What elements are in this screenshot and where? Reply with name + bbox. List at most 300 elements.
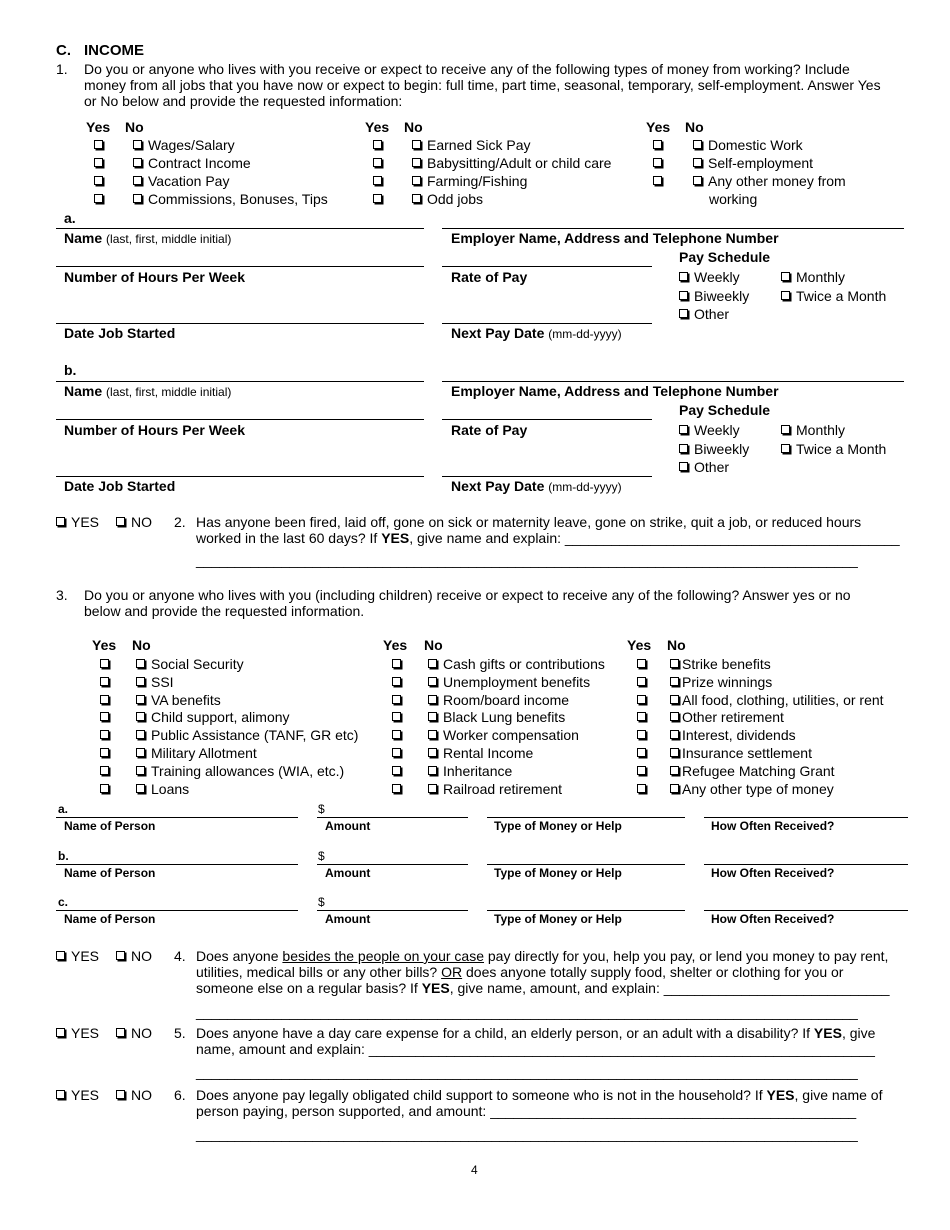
yes-checkbox[interactable]	[653, 137, 668, 153]
checkbox-icon	[100, 695, 109, 704]
rule	[56, 419, 424, 420]
next-pay-label: Next Pay Date	[451, 325, 545, 341]
q6-no-option[interactable]: NO	[116, 1087, 152, 1103]
pay-schedule-weekly[interactable]	[679, 422, 740, 438]
income-type-option[interactable]	[693, 155, 813, 171]
checkbox-icon	[136, 766, 145, 775]
checkbox-icon	[136, 659, 145, 668]
type-input-line[interactable]	[487, 910, 685, 911]
benefit-option[interactable]	[670, 763, 835, 779]
benefit-option[interactable]	[136, 709, 290, 725]
name-input-line[interactable]	[56, 864, 298, 865]
name-hint: (last, first, middle initial)	[106, 385, 232, 399]
no-header: No	[685, 119, 704, 135]
name-of-person-label: Name of Person	[64, 912, 156, 926]
benefit-option[interactable]	[136, 781, 189, 797]
benefit-option[interactable]	[428, 763, 512, 779]
benefit-label: Public Assistance (TANF, GR etc)	[151, 727, 359, 744]
income-type-label: Self-employment	[708, 155, 814, 171]
checkbox-icon	[637, 695, 646, 704]
row-letter: a.	[58, 802, 69, 816]
yes-checkbox[interactable]	[373, 137, 388, 153]
q5-number: 5.	[174, 1025, 186, 1041]
no-header: No	[404, 119, 423, 135]
row-letter: b.	[58, 849, 69, 863]
checkbox-icon	[679, 444, 688, 453]
type-input-line[interactable]	[487, 817, 685, 818]
checkbox-icon	[136, 695, 145, 704]
checkbox-icon	[637, 712, 646, 721]
next-pay-label: Next Pay Date	[451, 478, 545, 494]
benefit-label: Room/board income	[443, 691, 570, 708]
pay-schedule-option-label: Twice a Month	[796, 288, 887, 304]
income-type-option[interactable]	[709, 191, 757, 207]
how-often-label: How Often Received?	[711, 866, 835, 880]
yes-checkbox[interactable]	[94, 173, 109, 189]
yes-checkbox[interactable]	[392, 674, 407, 690]
pay-schedule-label: Pay Schedule	[679, 249, 771, 265]
checkbox-icon	[670, 748, 679, 757]
amount-input-line[interactable]	[317, 910, 468, 911]
income-type-option[interactable]	[693, 173, 846, 189]
q4-yes-option[interactable]: YES	[56, 948, 99, 964]
yes-checkbox[interactable]	[637, 674, 652, 690]
checkbox-icon	[100, 659, 109, 668]
income-type-label: working	[709, 191, 758, 207]
checkbox-icon	[653, 158, 662, 167]
yes-header: Yes	[646, 119, 671, 135]
date-started-field[interactable]: Date Job Started	[64, 478, 176, 494]
benefit-option[interactable]	[670, 656, 771, 672]
q2-yes-option[interactable]: YES	[56, 514, 99, 530]
checkbox-icon	[428, 695, 437, 704]
pay-schedule-twice-month[interactable]	[781, 288, 886, 304]
checkbox-icon	[670, 784, 679, 793]
checkbox-icon	[392, 712, 401, 721]
yes-checkbox[interactable]	[637, 692, 652, 708]
q1-number: 1.	[56, 61, 68, 77]
checkbox-icon	[116, 1090, 125, 1099]
checkbox-icon	[373, 140, 382, 149]
checkbox-icon	[100, 677, 109, 686]
yes-checkbox[interactable]	[637, 727, 652, 743]
pay-schedule-option-label: Biweekly	[694, 441, 750, 457]
q6-text-line2[interactable]: person paying, person supported, and amount: _______________________________________________	[196, 1103, 857, 1119]
benefit-label: Military Allotment	[151, 745, 257, 761]
income-type-option[interactable]	[412, 173, 527, 189]
how-often-input-line[interactable]	[704, 817, 908, 818]
checkbox-icon	[670, 659, 679, 668]
q6-yes-option[interactable]: YES	[56, 1087, 99, 1103]
benefit-label: Cash gifts or contributions	[443, 656, 605, 672]
q4-no-option[interactable]: NO	[116, 948, 152, 964]
name-field[interactable]	[64, 383, 231, 399]
pay-schedule-monthly[interactable]	[781, 269, 845, 285]
checkbox-icon	[94, 194, 103, 203]
checkbox-icon	[637, 784, 646, 793]
q4-text-line3[interactable]: someone else on a regular basis? If YES, give name, amount, and explain: _____________________________	[196, 980, 890, 996]
pay-schedule-option-label: Biweekly	[694, 288, 750, 304]
benefit-label: Inheritance	[443, 762, 513, 779]
no-header: No	[132, 637, 151, 653]
next-pay-date-field[interactable]	[451, 478, 622, 494]
income-type-option[interactable]	[133, 155, 251, 171]
checkbox-icon	[637, 659, 646, 668]
benefit-label: Worker compensation	[443, 727, 579, 744]
checkbox-icon	[412, 158, 421, 167]
checkbox-icon	[373, 158, 382, 167]
yes-header: Yes	[365, 119, 390, 135]
benefit-option[interactable]	[670, 674, 772, 690]
benefit-label: Strike benefits	[682, 656, 771, 672]
q6-number: 6.	[174, 1087, 186, 1103]
q2-answer-line[interactable]: _____________________________________________________________________________________	[196, 552, 858, 568]
amount-label: Amount	[325, 866, 371, 880]
name-label: Name	[64, 383, 103, 399]
rule	[442, 323, 652, 324]
yes-checkbox[interactable]	[100, 781, 115, 797]
yes-checkbox[interactable]	[373, 191, 388, 207]
q5-answer-line[interactable]: _____________________________________________________________________________________	[196, 1064, 858, 1080]
yes-checkbox[interactable]	[637, 656, 652, 672]
checkbox-icon	[428, 730, 437, 739]
pay-schedule-label: Pay Schedule	[679, 402, 771, 418]
benefit-label: Interest, dividends	[682, 727, 796, 744]
benefit-option[interactable]	[136, 674, 174, 690]
next-pay-hint: (mm-dd-yyyy)	[548, 327, 622, 341]
yes-checkbox[interactable]	[100, 745, 115, 761]
benefit-label: Child support, alimony	[151, 709, 290, 726]
employer-field[interactable]: Employer Name, Address and Telephone Number	[451, 383, 779, 399]
rule	[56, 228, 424, 229]
checkbox-icon	[392, 784, 401, 793]
name-of-person-label: Name of Person	[64, 866, 156, 880]
checkbox-icon	[693, 140, 702, 149]
q2-text-line2[interactable]: worked in the last 60 days? If YES, give name and explain: ___________________________________________	[196, 530, 900, 546]
yes-checkbox[interactable]	[100, 727, 115, 743]
no-header: No	[424, 637, 443, 653]
q5-text-line2[interactable]: name, amount and explain: _________________________________________________________________	[196, 1041, 875, 1057]
checkbox-icon	[412, 194, 421, 203]
checkbox-icon	[136, 712, 145, 721]
q4-answer-line[interactable]: _____________________________________________________________________________________	[196, 1004, 858, 1020]
how-often-label: How Often Received?	[711, 819, 835, 833]
q2-no-option[interactable]: NO	[116, 514, 152, 530]
benefit-label: VA benefits	[151, 691, 221, 708]
benefit-option[interactable]	[428, 692, 569, 708]
income-type-label: Any other money from	[708, 173, 846, 189]
checkbox-icon	[133, 194, 142, 203]
section-title: INCOME	[84, 42, 144, 59]
job-letter: a.	[64, 210, 76, 226]
yes-checkbox[interactable]	[392, 656, 407, 672]
income-type-label: Earned Sick Pay	[427, 137, 531, 153]
income-type-option[interactable]	[693, 137, 803, 153]
yes-checkbox[interactable]	[100, 763, 115, 779]
checkbox-icon	[670, 677, 679, 686]
checkbox-icon	[637, 748, 646, 757]
type-of-money-label: Type of Money or Help	[494, 819, 622, 833]
dollar-sign: $	[318, 849, 325, 863]
yes-checkbox[interactable]	[392, 745, 407, 761]
rule	[442, 381, 904, 382]
benefit-option[interactable]	[136, 692, 221, 708]
checkbox-icon	[428, 659, 437, 668]
yes-checkbox[interactable]	[637, 745, 652, 761]
row-letter: c.	[58, 895, 69, 909]
pay-schedule-weekly[interactable]	[679, 269, 740, 285]
no-header: No	[667, 637, 686, 653]
checkbox-icon	[56, 1090, 65, 1099]
checkbox-icon	[56, 951, 65, 960]
checkbox-icon	[56, 517, 65, 526]
checkbox-icon	[94, 140, 103, 149]
benefit-option[interactable]	[670, 692, 884, 708]
hours-field[interactable]: Number of Hours Per Week	[64, 269, 246, 285]
checkbox-icon	[136, 677, 145, 686]
checkbox-icon	[781, 272, 790, 281]
checkbox-icon	[133, 158, 142, 167]
amount-input-line[interactable]	[317, 864, 468, 865]
benefit-option[interactable]	[670, 781, 834, 797]
income-type-label: Contract Income	[148, 155, 251, 171]
yes-checkbox[interactable]	[100, 709, 115, 725]
checkbox-icon	[412, 176, 421, 185]
type-input-line[interactable]	[487, 864, 685, 865]
checkbox-icon	[56, 1028, 65, 1037]
benefit-option[interactable]	[136, 745, 257, 761]
checkbox-icon	[392, 695, 401, 704]
benefit-option[interactable]	[428, 709, 565, 725]
checkbox-icon	[679, 272, 688, 281]
benefit-label: Social Security	[151, 656, 244, 672]
how-often-input-line[interactable]	[704, 910, 908, 911]
amount-input-line[interactable]	[317, 817, 468, 818]
benefit-label: Rental Income	[443, 745, 534, 761]
hours-field[interactable]: Number of Hours Per Week	[64, 422, 246, 438]
yes-checkbox[interactable]	[94, 155, 109, 171]
rate-of-pay-field[interactable]: Rate of Pay	[451, 422, 528, 438]
yes-checkbox[interactable]	[653, 173, 668, 189]
checkbox-icon	[100, 730, 109, 739]
income-type-option[interactable]	[412, 191, 483, 207]
checkbox-icon	[781, 444, 790, 453]
checkbox-icon	[392, 730, 401, 739]
income-type-option[interactable]	[412, 137, 531, 153]
benefit-label: Refugee Matching Grant	[682, 762, 835, 779]
yes-checkbox[interactable]	[100, 692, 115, 708]
pay-schedule-option-label: Weekly	[694, 422, 740, 438]
checkbox-icon	[428, 748, 437, 757]
how-often-label: How Often Received?	[711, 912, 835, 926]
benefit-option[interactable]	[670, 727, 796, 743]
checkbox-icon	[392, 659, 401, 668]
rule	[442, 228, 904, 229]
checkbox-icon	[637, 677, 646, 686]
benefit-option[interactable]	[136, 656, 244, 672]
income-type-label: Farming/Fishing	[427, 173, 528, 189]
yes-checkbox[interactable]	[392, 692, 407, 708]
checkbox-icon	[116, 517, 125, 526]
type-of-money-label: Type of Money or Help	[494, 866, 622, 880]
benefit-option[interactable]	[670, 745, 812, 761]
checkbox-icon	[392, 748, 401, 757]
name-input-line[interactable]	[56, 910, 298, 911]
yes-checkbox[interactable]	[392, 709, 407, 725]
pay-schedule-option-label: Monthly	[796, 422, 846, 438]
checkbox-icon	[679, 309, 688, 318]
benefit-option[interactable]	[670, 709, 784, 725]
name-hint: (last, first, middle initial)	[106, 232, 232, 246]
benefit-label: Insurance settlement	[682, 745, 812, 761]
benefit-option[interactable]	[428, 781, 562, 797]
benefit-option[interactable]	[428, 656, 605, 672]
checkbox-icon	[136, 784, 145, 793]
checkbox-icon	[133, 140, 142, 149]
pay-schedule-biweekly[interactable]	[679, 288, 749, 304]
yes-checkbox[interactable]	[392, 781, 407, 797]
pay-schedule-monthly[interactable]	[781, 422, 845, 438]
benefit-label: Prize winnings	[682, 673, 773, 690]
checkbox-icon	[693, 176, 702, 185]
rule	[56, 266, 424, 267]
checkbox-icon	[637, 766, 646, 775]
rule	[56, 381, 424, 382]
job-letter: b.	[64, 362, 77, 378]
employer-field[interactable]: Employer Name, Address and Telephone Number	[451, 230, 779, 246]
pay-schedule-option-label: Twice a Month	[796, 441, 887, 457]
checkbox-icon	[136, 748, 145, 757]
benefit-label: Unemployment benefits	[443, 673, 591, 690]
checkbox-icon	[100, 766, 109, 775]
checkbox-icon	[428, 677, 437, 686]
next-pay-hint: (mm-dd-yyyy)	[548, 480, 622, 494]
benefit-label: Training allowances (WIA, etc.)	[151, 762, 345, 779]
benefit-option[interactable]	[136, 763, 344, 779]
date-started-field[interactable]: Date Job Started	[64, 325, 176, 341]
checkbox-icon	[94, 176, 103, 185]
benefit-option[interactable]	[136, 727, 358, 743]
yes-checkbox[interactable]	[637, 781, 652, 797]
checkbox-icon	[679, 425, 688, 434]
income-type-label: Babysitting/Adult or child care	[427, 155, 612, 171]
dollar-sign: $	[318, 895, 325, 909]
checkbox-icon	[100, 784, 109, 793]
benefit-label: Black Lung benefits	[443, 709, 566, 726]
checkbox-icon	[392, 766, 401, 775]
income-type-option[interactable]	[133, 173, 229, 189]
checkbox-icon	[637, 730, 646, 739]
checkbox-icon	[653, 140, 662, 149]
rule	[442, 419, 652, 420]
yes-checkbox[interactable]	[392, 763, 407, 779]
pay-schedule-twice-month[interactable]	[781, 441, 886, 457]
rule	[442, 266, 652, 267]
yes-checkbox[interactable]	[637, 763, 652, 779]
next-pay-date-field[interactable]	[451, 325, 622, 341]
checkbox-icon	[392, 677, 401, 686]
q2-text-line1: Has anyone been fired, laid off, gone on sick or maternity leave, gone on strike, quit a job, or reduced hours	[196, 514, 862, 530]
checkbox-icon	[428, 766, 437, 775]
yes-checkbox[interactable]	[100, 656, 115, 672]
benefit-option[interactable]	[428, 674, 590, 690]
yes-checkbox[interactable]	[653, 155, 668, 171]
pay-schedule-biweekly[interactable]	[679, 441, 749, 457]
dollar-sign: $	[318, 802, 325, 816]
rule	[56, 323, 424, 324]
checkbox-icon	[100, 748, 109, 757]
checkbox-icon	[94, 158, 103, 167]
income-type-option[interactable]	[412, 155, 611, 171]
q5-yes-option[interactable]: YES	[56, 1025, 99, 1041]
yes-checkbox[interactable]	[373, 173, 388, 189]
checkbox-icon	[679, 291, 688, 300]
checkbox-icon	[679, 462, 688, 471]
how-often-input-line[interactable]	[704, 864, 908, 865]
yes-checkbox[interactable]	[94, 191, 109, 207]
name-input-line[interactable]	[56, 817, 298, 818]
rule	[442, 476, 652, 477]
page-number: 4	[471, 1163, 478, 1177]
checkbox-icon	[428, 784, 437, 793]
checkbox-icon	[670, 695, 679, 704]
income-type-label: Wages/Salary	[148, 137, 235, 153]
yes-checkbox[interactable]	[392, 727, 407, 743]
income-type-option[interactable]	[133, 191, 328, 207]
checkbox-icon	[136, 730, 145, 739]
yes-checkbox[interactable]	[100, 674, 115, 690]
q4-text-line1: Does anyone besides the people on your case pay directly for you, help you pay, or lend you money to pay rent,	[196, 948, 889, 964]
amount-label: Amount	[325, 912, 371, 926]
income-type-label: Domestic Work	[708, 137, 803, 153]
checkbox-icon	[670, 766, 679, 775]
pay-schedule-option-label: Other	[694, 306, 730, 322]
checkbox-icon	[116, 1028, 125, 1037]
pay-schedule-option-label: Other	[694, 459, 730, 475]
q2-number: 2.	[174, 514, 186, 530]
pay-schedule-other[interactable]	[679, 459, 729, 475]
benefit-option[interactable]	[428, 727, 579, 743]
section-letter: C.	[56, 42, 71, 59]
rate-of-pay-field[interactable]: Rate of Pay	[451, 269, 528, 285]
no-header: No	[125, 119, 144, 135]
yes-checkbox[interactable]	[373, 155, 388, 171]
q3-number: 3.	[56, 587, 68, 603]
yes-header: Yes	[627, 637, 652, 653]
pay-schedule-other[interactable]	[679, 306, 729, 322]
q6-answer-line[interactable]: _____________________________________________________________________________________	[196, 1126, 858, 1142]
checkbox-icon	[653, 176, 662, 185]
benefit-label: Other retirement	[682, 709, 784, 726]
type-of-money-label: Type of Money or Help	[494, 912, 622, 926]
checkbox-icon	[670, 712, 679, 721]
benefit-option[interactable]	[428, 745, 533, 761]
checkbox-icon	[428, 712, 437, 721]
checkbox-icon	[781, 425, 790, 434]
benefit-label: SSI	[151, 673, 174, 690]
name-field[interactable]	[64, 230, 231, 246]
income-type-label: Odd jobs	[427, 191, 484, 207]
q5-no-option[interactable]: NO	[116, 1025, 152, 1041]
q4-number: 4.	[174, 948, 186, 964]
amount-label: Amount	[325, 819, 371, 833]
yes-checkbox[interactable]	[94, 137, 109, 153]
income-type-label: Vacation Pay	[148, 173, 230, 189]
yes-checkbox[interactable]	[637, 709, 652, 725]
q3-text: Do you or anyone who lives with you (including children) receive or expect to receive any of the following? Answer yes or no below and provide the requested information.	[84, 587, 851, 619]
q4-text-line2: utilities, medical bills or any other bills? OR does anyone totally supply food, shelter or clothing for you or	[196, 964, 844, 980]
income-type-option[interactable]	[133, 137, 235, 153]
